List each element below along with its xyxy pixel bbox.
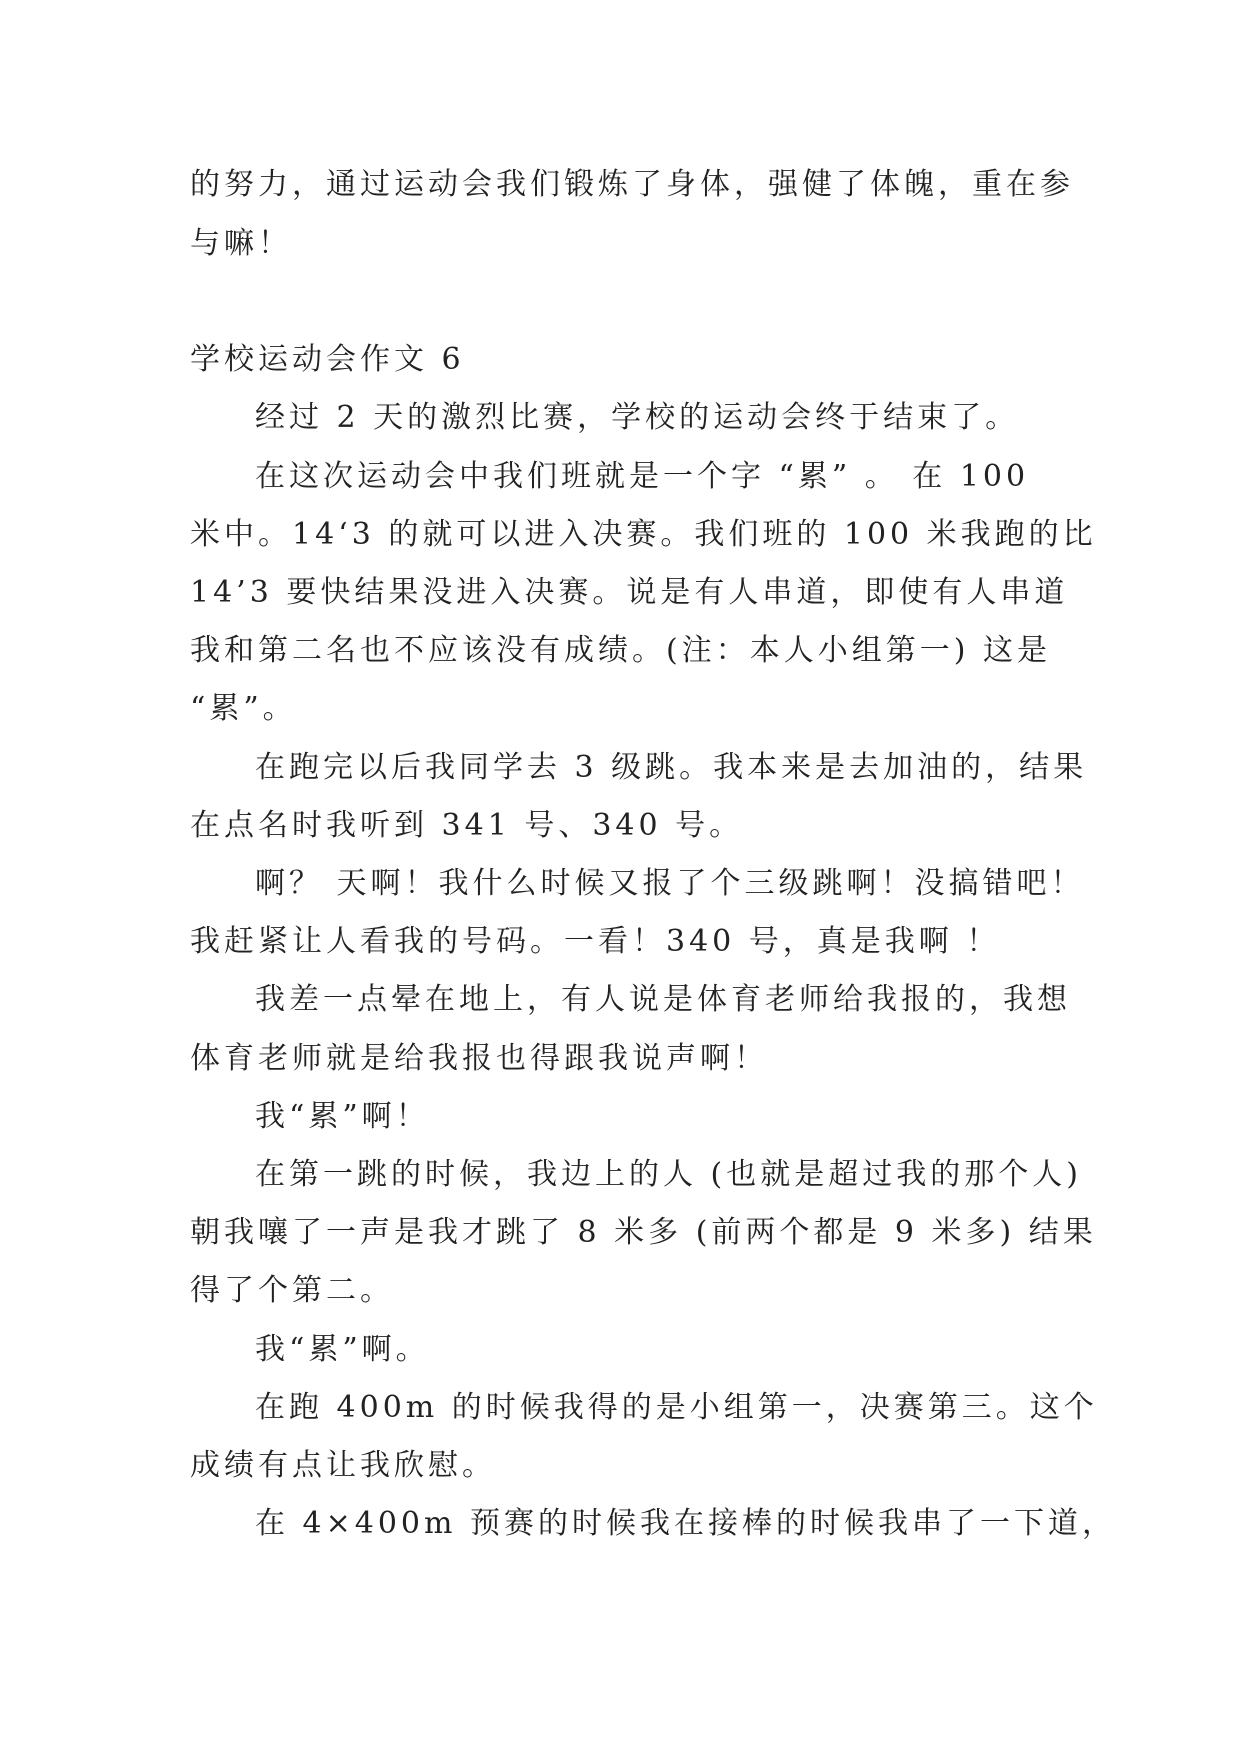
text-line: 的努力，通过运动会我们锻炼了身体，强健了体魄，重在参 xyxy=(190,167,1074,202)
text-line: 在第一跳的时候，我边上的人 (也就是超过我的那个人) xyxy=(255,1157,1082,1192)
text-line: 经过 2 天的激烈比赛，学校的运动会终于结束了。 xyxy=(255,400,1020,435)
text-line: 我差一点晕在地上，有人说是体育老师给我报的，我想 xyxy=(255,982,1071,1017)
text-line: 我赶紧让人看我的号码。一看！340 号，真是我啊 ！ xyxy=(190,924,1001,959)
text-line: 成绩有点让我欣慰。 xyxy=(190,1448,496,1483)
text-line: 在这次运动会中我们班就是一个字 “累” 。 在 100 xyxy=(255,459,1030,494)
text-line: 得了个第二。 xyxy=(190,1273,394,1308)
text-line: “累”。 xyxy=(190,691,297,726)
text-line: 我“累”啊。 xyxy=(255,1332,430,1367)
text-line: 米中。14‘3 的就可以进入决赛。我们班的 100 米我跑的比 xyxy=(190,517,1097,552)
text-line: 我“累”啊！ xyxy=(255,1099,430,1134)
text-line: 体育老师就是给我报也得跟我说声啊！ xyxy=(190,1041,768,1076)
text-line: 在 4×400m 预赛的时候我在接棒的时候我串了一下道， xyxy=(255,1506,1117,1541)
text-line: 14’3 要快结果没进入决赛。说是有人串道，即使有人串道 xyxy=(190,575,1069,610)
section-heading: 学校运动会作文 6 xyxy=(190,342,465,377)
text-line: 朝我嚷了一声是我才跳了 8 米多 (前两个都是 9 米多) 结果 xyxy=(190,1215,1097,1250)
text-line: 在跑 400m 的时候我得的是小组第一，决赛第三。这个 xyxy=(255,1390,1098,1425)
text-line: 我和第二名也不应该没有成绩。(注：本人小组第一) 这是 xyxy=(190,633,1051,668)
text-line: 在点名时我听到 341 号、340 号。 xyxy=(190,808,744,843)
text-line: 啊？ 天啊！我什么时候又报了个三级跳啊！没搞错吧！ xyxy=(255,866,1085,901)
text-line: 在跑完以后我同学去 3 级跳。我本来是去加油的，结果 xyxy=(255,750,1088,785)
text-line: 与嘛！ xyxy=(190,226,292,261)
